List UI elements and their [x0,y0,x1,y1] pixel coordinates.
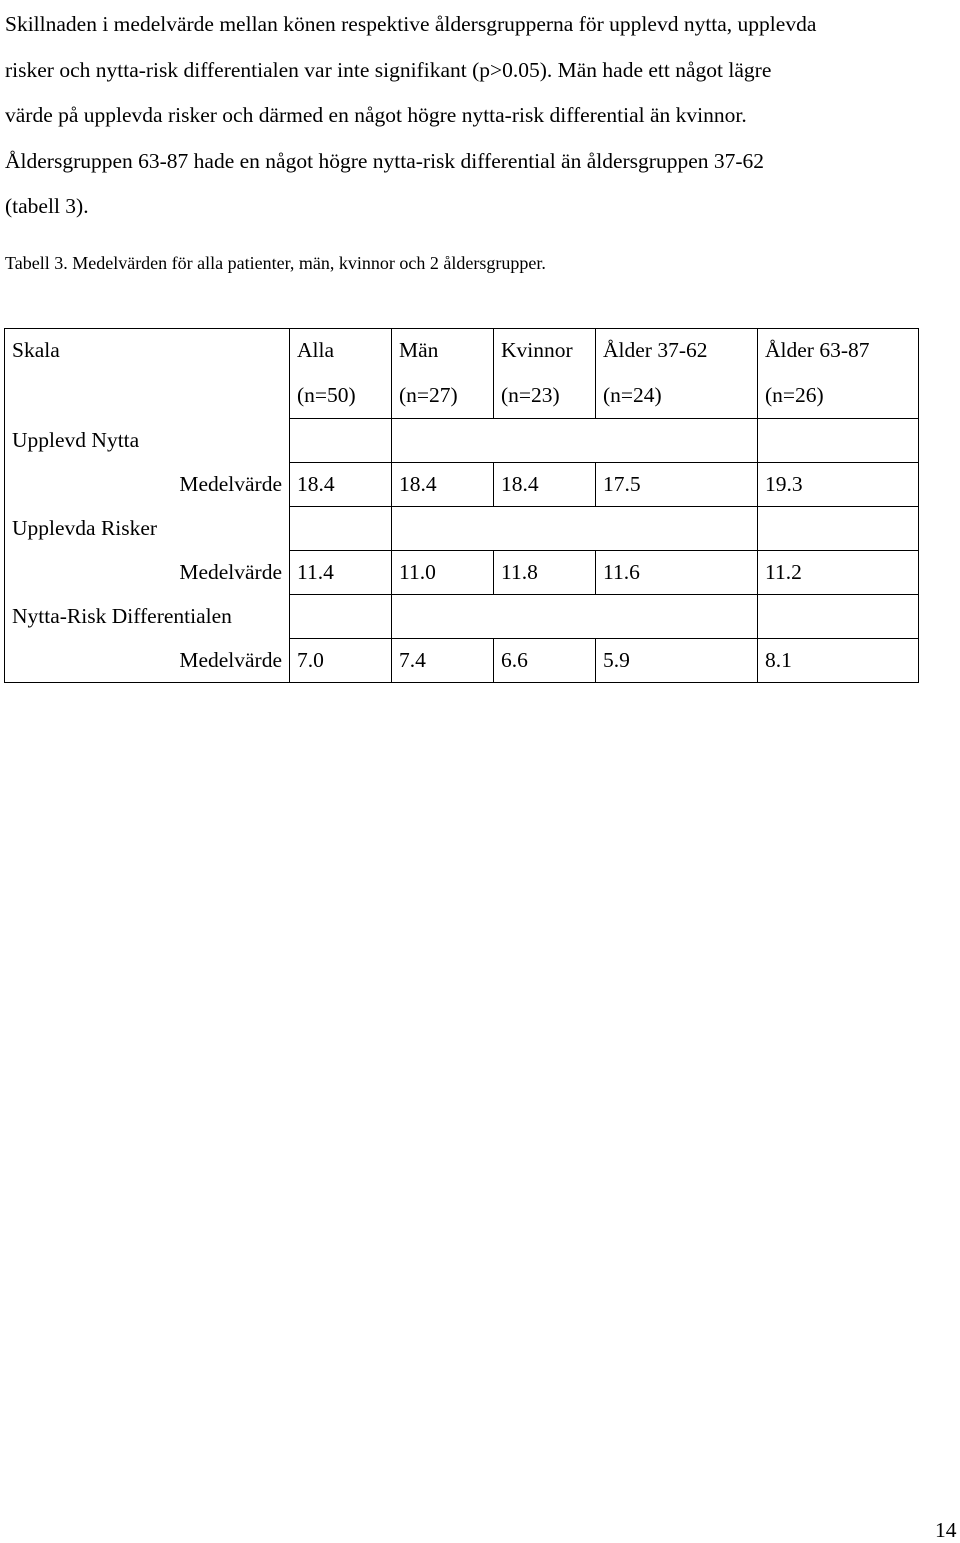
paragraph-line: Skillnaden i medelvärde mellan könen respektive åldersgrupperna för upplevd nytta, upplevda [5,12,817,36]
table-caption: Tabell 3. Medelvärden för alla patienter, män, kvinnor och 2 åldersgrupper. [5,253,546,273]
table-cell [596,507,758,551]
column-header-all: Alla [290,329,392,373]
table-cell [494,419,596,463]
column-header-women: Kvinnor [494,329,596,373]
table-cell [5,463,157,507]
paragraph-line: Åldersgruppen 63-87 hade en något högre nytta-risk differential än åldersgruppen 37-62 [5,148,765,173]
value-cell: 11.6 [596,551,758,595]
paragraph-line: (tabell 3). [5,194,89,218]
scale-label: Upplevd Nytta [5,419,290,463]
table-cell [596,419,758,463]
table-cell [5,551,157,595]
measure-label: Medelvärde [157,639,290,683]
table-row-values [5,463,919,507]
value-cell: 6.6 [494,639,596,683]
column-header-age-63-87: Ålder 63-87 [758,329,919,373]
body-paragraph [5,2,957,230]
value-cell: 11.8 [494,551,596,595]
paragraph-line: risker och nytta-risk differentialen var inte signifikant (p>0.05). Män hade ett något lägre [5,57,772,82]
table-cell [494,595,596,639]
table-cell [392,507,494,551]
table-cell [290,419,392,463]
value-cell: 7.4 [392,639,494,683]
paragraph-line: värde på upplevda risker och därmed en något högre nytta-risk differential än kvinnor. [5,103,747,127]
value-cell: 18.4 [290,463,392,507]
header-row-names [5,329,919,373]
value-cell: 7.0 [290,639,392,683]
table-cell [392,595,494,639]
header-row-counts [5,373,919,419]
column-n-all: (n=50) [290,373,392,419]
value-cell: 19.3 [758,463,919,507]
measure-label: Medelvärde [179,472,282,496]
value-cell: 17.5 [596,463,758,507]
column-header-age-37-62: Ålder 37-62 [596,329,758,373]
column-n-age-63-87: (n=26) [758,373,919,419]
table-cell [290,507,392,551]
page-number: 14 [935,1518,957,1542]
table-cell [494,507,596,551]
value-cell: 11.2 [758,551,919,595]
table-row-scale [5,507,919,551]
results-table [4,328,919,683]
table-cell [596,595,758,639]
measure-label: Medelvärde [179,560,282,584]
table-cell [290,595,392,639]
table-row-values [5,551,919,595]
table-cell [758,419,919,463]
value-cell: 8.1 [758,639,919,683]
scale-label: Upplevda Risker [5,507,290,551]
table-row-scale [5,595,919,639]
table-cell [758,595,919,639]
value-cell: 18.4 [494,463,596,507]
table-cell [392,419,494,463]
value-cell: 18.4 [392,463,494,507]
column-n-women: (n=23) [494,373,596,419]
table-row-values [5,639,919,683]
scale-header: Skala [5,329,290,373]
value-cell: 11.0 [392,551,494,595]
table-cell [758,507,919,551]
column-n-age-37-62: (n=24) [596,373,758,419]
table-cell [5,639,157,683]
column-n-men: (n=27) [392,373,494,419]
scale-label: Nytta-Risk Differentialen [5,595,290,639]
value-cell: 5.9 [596,639,758,683]
value-cell: 11.4 [290,551,392,595]
column-header-men: Män [392,329,494,373]
table-row-scale [5,419,919,463]
scale-header-spacer [5,373,290,419]
